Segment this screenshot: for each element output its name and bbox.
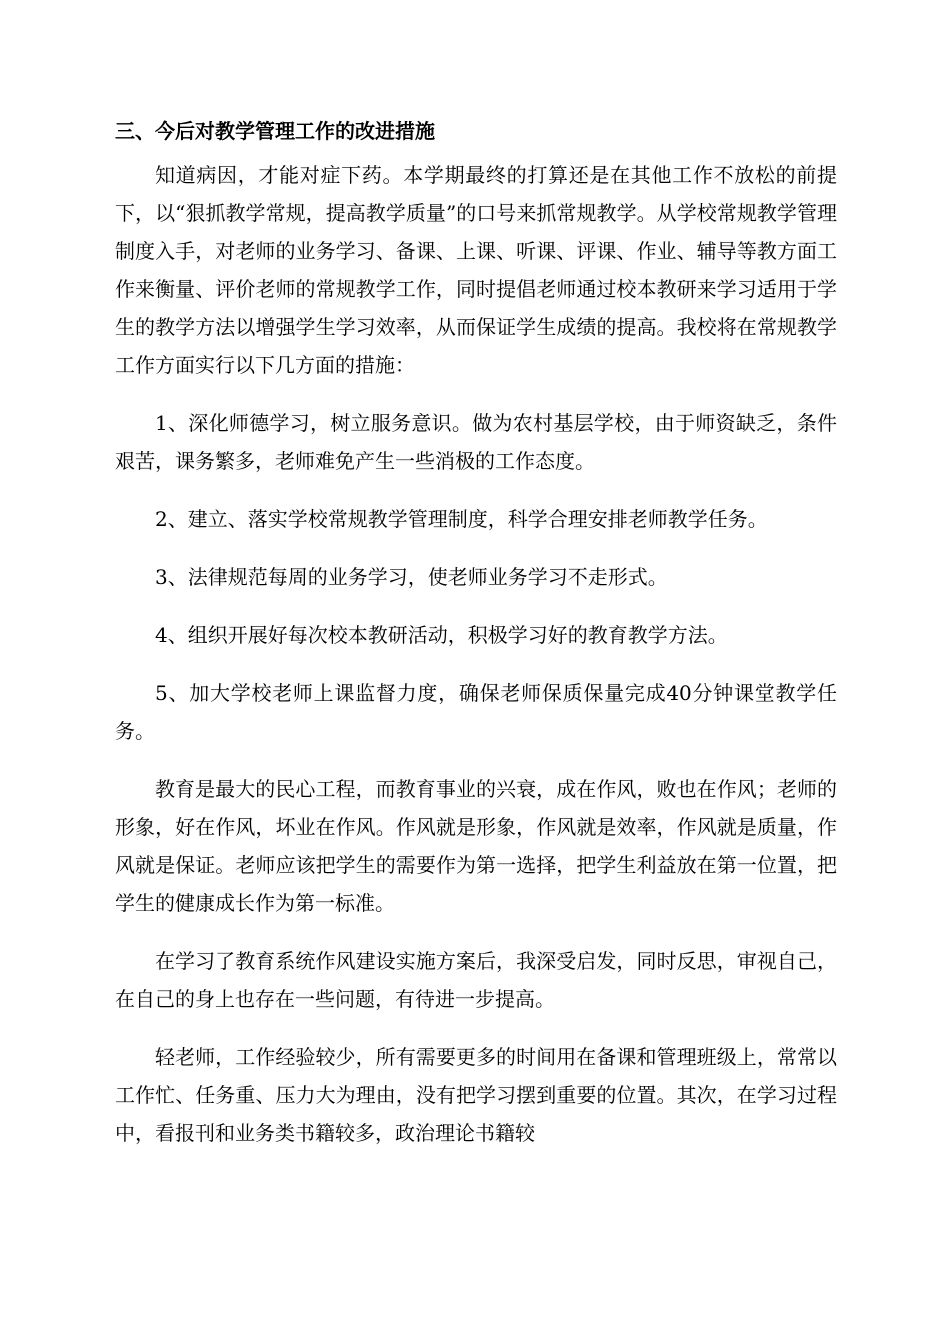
paragraph-reflection: 在学习了教育系统作风建设实施方案后，我深受启发，同时反思，审视自己，在自己的身上也存在一些问题，有待进一步提高。 [115, 949, 837, 1011]
document-body [115, 112, 837, 1172]
paragraph-work-style: 教育是最大的民心工程，而教育事业的兴衰，成在作风，败也在作风；老师的形象，好在作风，坏业在作风。作风就是形象，作风就是效率，作风就是质量，作风就是保证。老师应该把学生的需要作为第一选择，把学生利益放在第一位置，把学生的健康成长作为第一标准。 [115, 777, 837, 915]
measure-item-4: 4、组织开展好每次校本教研活动，积极学习好的教育教学方法。 [155, 623, 728, 647]
measure-item-5: 5、加大学校老师上课监督力度，确保老师保质保量完成40分钟课堂教学任务。 [115, 681, 837, 743]
measure-item-2: 2、建立、落实学校常规教学管理制度，科学合理安排老师教学任务。 [155, 507, 768, 531]
measure-item-1: 1、深化师德学习，树立服务意识。做为农村基层学校，由于师资缺乏，条件艰苦，课务繁多，老师难免产生一些消极的工作态度。 [115, 411, 837, 473]
paragraph-self-review: 轻老师，工作经验较少，所有需要更多的时间用在备课和管理班级上，常常以工作忙、任务重、压力大为理由，没有把学习摆到重要的位置。其次，在学习过程中，看报刊和业务类书籍较多，政治理论书籍较 [115, 1045, 837, 1145]
measure-item-3: 3、法律规范每周的业务学习，使老师业务学习不走形式。 [155, 565, 668, 589]
section-heading: 三、今后对教学管理工作的改进措施 [115, 119, 435, 143]
paragraph-intro: 知道病因，才能对症下药。本学期最终的打算还是在其他工作不放松的前提下，以“狠抓教学常规，提高教学质量”的口号来抓常规教学。从学校常规教学管理制度入手，对老师的业务学习、备课、上课、听课、评课、作业、辅导等教方面工作来衡量、评价老师的常规教学工作，同时提倡老师通过校本教研来学习适用于学生的教学方法以增强学生学习效率，从而保证学生成绩的提高。我校将在常规教学工作方面实行以下几方面的措施： [115, 163, 837, 377]
